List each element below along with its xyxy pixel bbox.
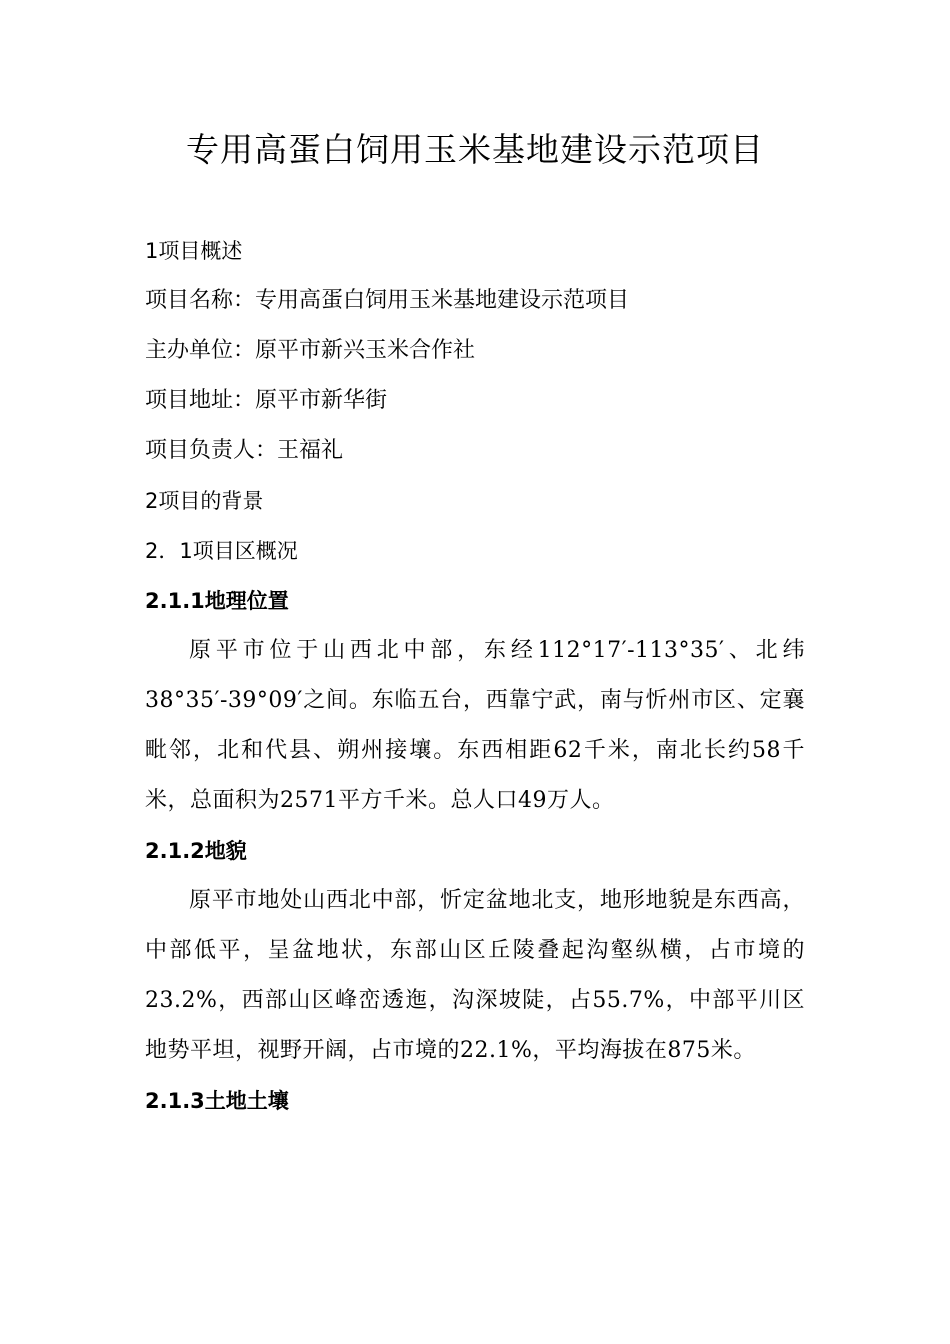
field-value: 专用高蛋白饲用玉米基地建设示范项目 bbox=[255, 288, 630, 313]
field-label: 主办单位： bbox=[145, 338, 256, 363]
subsection-heading-geography: 2.1.1地理位置 bbox=[145, 589, 289, 613]
section-heading-background: 2项目的背景 bbox=[145, 489, 264, 513]
field-project-name bbox=[145, 276, 805, 326]
section-heading-overview: 1项目概述 bbox=[145, 239, 243, 263]
subsection-heading-soil: 2.1.3土地土壤 bbox=[145, 1089, 289, 1113]
field-value: 王福礼 bbox=[277, 438, 344, 463]
subsection-heading-area-overview: 2．1项目区概况 bbox=[145, 539, 298, 563]
field-label: 项目地址： bbox=[145, 388, 256, 413]
paragraph-landform: 原平市地处山西北中部，忻定盆地北支，地形地貌是东西高，中部低平，呈盆地状，东部山区丘陵叠起沟壑纵横，占市境的23.2%，西部山区峰峦透迤，沟深坡陡，占55.7%，中部平川区地势平坦，视野开阔，占市境的22.1%，平均海拔在875米。 bbox=[145, 888, 805, 1063]
subsection-heading-landform: 2.1.2地貌 bbox=[145, 839, 247, 863]
field-label: 项目负责人： bbox=[145, 438, 278, 463]
field-leader bbox=[145, 426, 805, 476]
field-value: 原平市新兴玉米合作社 bbox=[255, 338, 476, 363]
document-body bbox=[145, 226, 805, 1126]
field-organizer bbox=[145, 326, 805, 376]
document-title: 专用高蛋白饲用玉米基地建设示范项目 bbox=[186, 130, 764, 169]
field-label: 项目名称： bbox=[145, 288, 256, 313]
paragraph-geography: 原平市位于山西北中部，东经112°17′-113°35′、北纬38°35′-39°09′之间。东临五台，西靠宁武，南与忻州市区、定襄毗邻，北和代县、朔州接壤。东西相距62千米，南北长约58千米，总面积为2571平方千米。总人口49万人。 bbox=[145, 638, 805, 813]
field-value: 原平市新华街 bbox=[255, 388, 388, 413]
field-address bbox=[145, 376, 805, 426]
